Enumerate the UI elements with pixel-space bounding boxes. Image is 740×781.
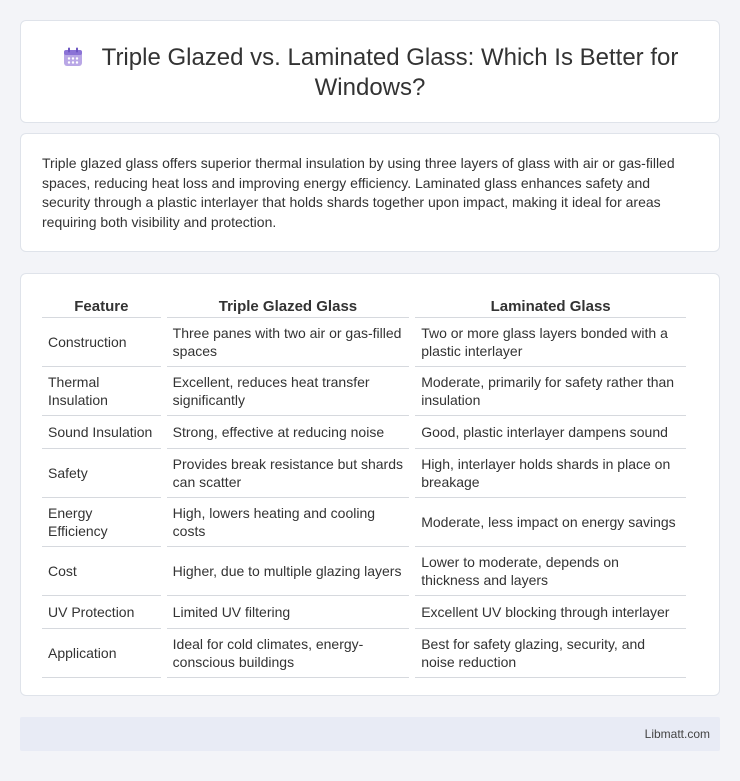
table-row [42,547,686,596]
table-row [42,318,686,367]
row-laminated-value: Moderate, less impact on energy savings [415,498,686,547]
calendar-icon [62,46,84,68]
title-card [20,20,720,123]
table-header-row [42,296,686,318]
page-title-wrap [61,43,679,103]
row-laminated-value: Two or more glass layers bonded with a plastic interlayer [415,318,686,367]
comparison-table [36,296,692,678]
summary-card [20,133,720,252]
row-laminated-value: Good, plastic interlayer dampens sound [415,416,686,449]
row-laminated-value: Best for safety glazing, security, and noise reduction [415,629,686,678]
table-row [42,367,686,416]
page-title [62,44,679,101]
table-row [42,449,686,498]
row-feature: Construction [42,318,161,367]
row-laminated-value: High, interlayer holds shards in place on breakage [415,449,686,498]
row-triple-value: High, lowers heating and cooling costs [167,498,410,547]
row-triple-value: Strong, effective at reducing noise [167,416,410,449]
table-row [42,498,686,547]
row-triple-value: Excellent, reduces heat transfer significantly [167,367,410,416]
row-feature: Thermal Insulation [42,367,161,416]
row-laminated-value: Lower to moderate, depends on thickness and layers [415,547,686,596]
row-feature: Energy Efficiency [42,498,161,547]
row-triple-value: Three panes with two air or gas-filled spaces [167,318,410,367]
footer-site-link[interactable]: Libmatt.com [644,727,710,741]
header-feature: Feature [42,296,161,318]
row-triple-value: Ideal for cold climates, energy-conscious buildings [167,629,410,678]
row-triple-value: Provides break resistance but shards can scatter [167,449,410,498]
header-triple-glazed: Triple Glazed Glass [167,296,410,318]
header-laminated: Laminated Glass [415,296,686,318]
row-feature: Cost [42,547,161,596]
page-title-text: Triple Glazed vs. Laminated Glass: Which Is Better for Windows? [101,44,679,101]
row-feature: Application [42,629,161,678]
row-feature: Safety [42,449,161,498]
summary-paragraph: Triple glazed glass offers superior thermal insulation by using three layers of glass with air or gas-filled spaces, reducing heat loss and improving energy efficiency. Laminated glass enhances safety and security through a plastic interlayer that holds shards together upon impact, making it ideal for areas requiring both visibility and protection. [42,155,675,230]
row-triple-value: Limited UV filtering [167,596,410,629]
table-row [42,596,686,629]
row-triple-value: Higher, due to multiple glazing layers [167,547,410,596]
row-feature: Sound Insulation [42,416,161,449]
row-feature: UV Protection [42,596,161,629]
table-row [42,416,686,449]
row-laminated-value: Moderate, primarily for safety rather than insulation [415,367,686,416]
footer-bar [20,717,720,751]
row-laminated-value: Excellent UV blocking through interlayer [415,596,686,629]
table-row [42,629,686,678]
comparison-card [20,273,720,696]
